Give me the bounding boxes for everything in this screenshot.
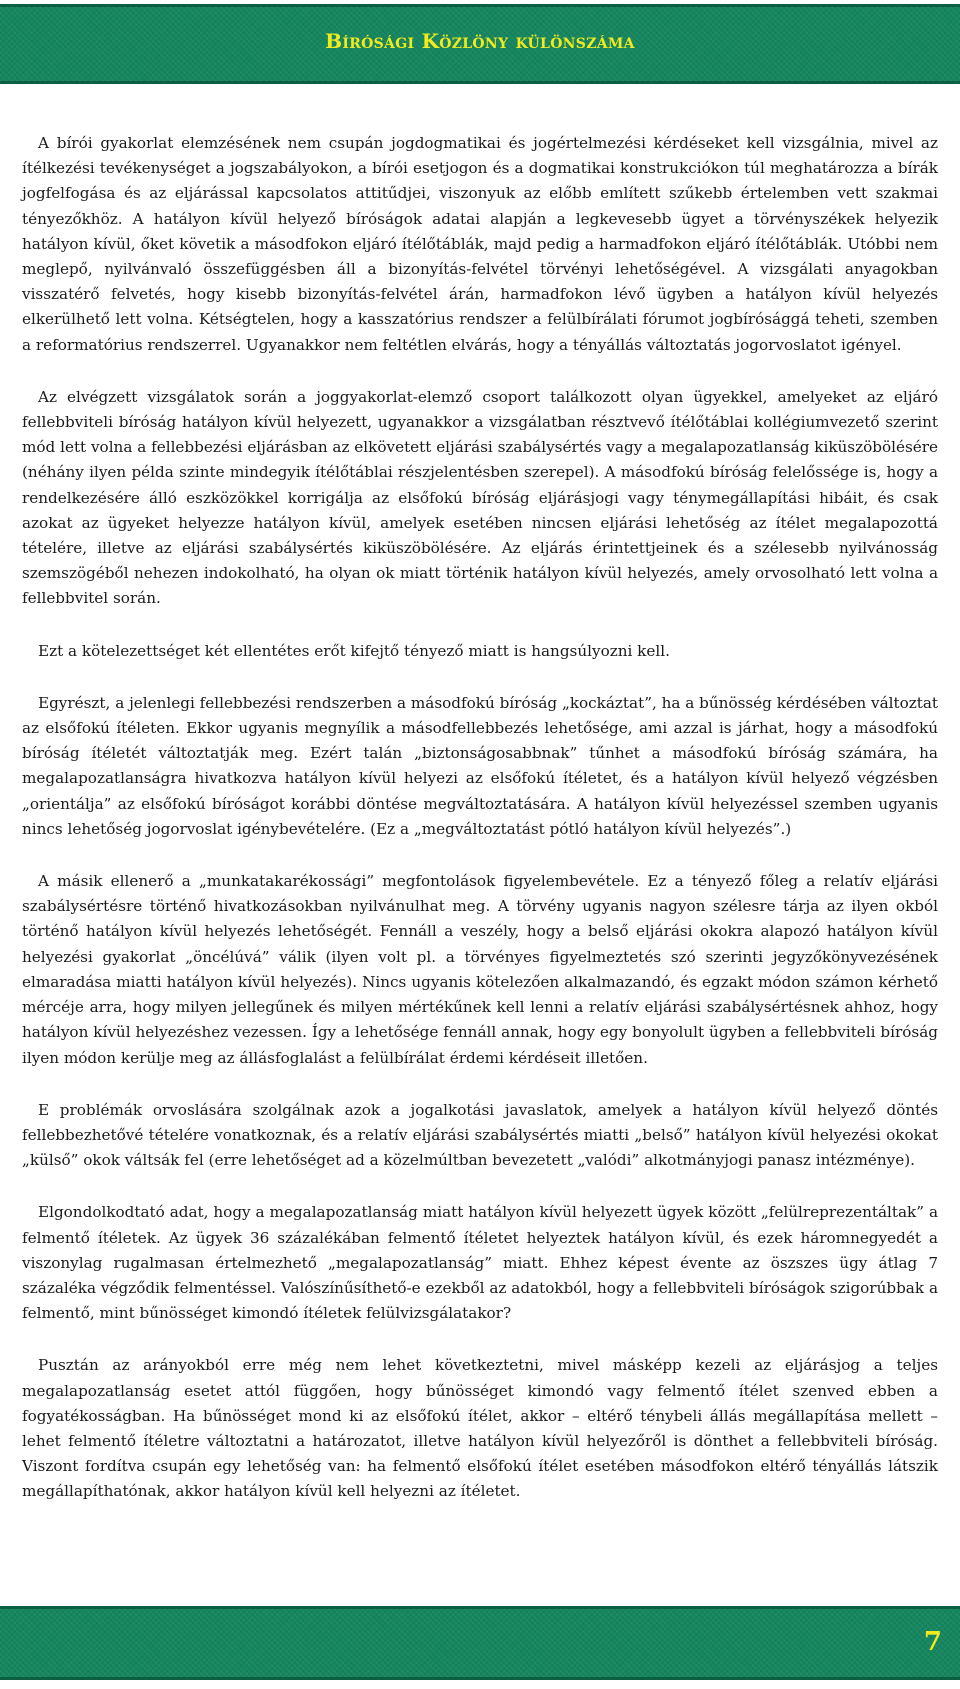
header-band — [0, 4, 960, 84]
paragraph: A másik ellenerő a „munkatakarékossági” megfontolások figyelembevétele. Ez a tényező főleg a relatív eljárási szabálysértésre történő hivatkozásokban nyilvánulhat meg. A törvény ugyanis nagyon szélesre tárja az ilyen okból történő hatályon kívül helyezés lehetőségét. Fennáll a veszély, hogy a belső eljárási okokra alapozó hatályon kívül helyezési gyakorlat „öncélúvá” válik (ilyen volt pl. a törvényes figyelmeztetés szó szerinti jegyzőkönyvezésének elmaradása miatti hatályon kívül helyezés). Nincs ugyanis kötelezően alkalmazandó, és egzakt módon számon kérhető mércéje arra, hogy milyen jellegűnek és milyen mértékűnek kell lenni a relatív eljárási szabálysértésnek ahhoz, hogy hatályon kívül helyezéshez vezessen. Így a lehetősége fennáll annak, hogy egy bonyolult ügyben a fellebbviteli bíróság ilyen módon kerülje meg az állásfoglalást a felülbírálat érdemi kérdéseit illetően. — [22, 872, 938, 1067]
paragraph: Egyrészt, a jelenlegi fellebbezési rendszerben a másodfokú bíróság „kockáztat”, ha a bűnösség kérdésében változtat az elsőfokú ítéleten. Ekkor ugyanis megnyílik a másodfellebbezés lehetősége, ami azzal is járhat, hogy a másodfokú bíróság ítéletét változtatják meg. Ezért talán „biztonságosabbnak” tűnhet a másodfokú bíróság számára, ha megalapozatlanságra hivatkozva hatályon kívül helyezi az elsőfokú ítéletet, és a hatályon kívül helyező végzésben „orientálja” az elsőfokú bíróságot korábbi döntése megváltoztatására. A hatályon kívül helyezéssel szemben ugyanis nincs lehetőség jogorvoslat igénybevételére. (Ez a „megváltoztatást pótló hatályon kívül helyezés”.) — [22, 693, 938, 838]
article-body — [22, 131, 938, 1532]
paragraph: Elgondolkodtató adat, hogy a megalapozatlanság miatt hatályon kívül helyezett ügyek között „felülreprezentáltak” a felmentő ítéletek. Az ügyek 36 százalékában felmentő ítéletet helyeztek hatályon kívül, és ezek háromnegyedét a viszonylag rugalmasan értelmezhető „megalapozatlanság” miatt. Ehhez képest évente az öszszes ügy átlag 7 százaléka végződik felmentéssel. Valószínűsíthető-e ezekből az adatokból, hogy a fellebbviteli bíróságok szigorúbbak a felmentő, mint bűnösséget kimondó ítéletek felülvizsgálatakor? — [22, 1203, 938, 1323]
page-header-title: Bírósági Közlöny különszáma — [325, 29, 635, 53]
paragraph: Ezt a kötelezettséget két ellentétes erőt kifejtő tényező miatt is hangsúlyozni kell. — [38, 641, 670, 660]
paragraph: E problémák orvoslására szolgálnak azok a jogalkotási javaslatok, amelyek a hatályon kívül helyező döntés fellebbezhetővé tételére vonatkoznak, és a relatív eljárási szabálysértés miatti „belső” hatályon kívül helyezési okokat „külső” okok váltsák fel (erre lehetőséget ad a közelmúltban bevezetett „valódi” alkotmányjogi panasz intézménye). — [22, 1100, 938, 1170]
paragraph: Pusztán az arányokból erre még nem lehet következtetni, mivel másképp kezeli az eljárásjog a teljes megalapozatlanság esetet attól függően, hogy bűnösséget kimondó vagy felmentő ítélet szenved ebben a fogyatékosságban. Ha bűnösséget mond ki az elsőfokú ítélet, akkor – eltérő ténybeli állás megállapítása mellett – lehet felmentő ítéletre változtatni a határozatot, illetve hatályon kívül helyezőről is dönthet a fellebbviteli bíróság. Viszont fordítva csupán egy lehetőség van: ha felmentő elsőfokú ítélet esetében másodfokon eltérő tényállás látszik megállapíthatónak, akkor hatályon kívül kell helyezni az ítéletet. — [22, 1356, 938, 1501]
paragraph: Az elvégzett vizsgálatok során a joggyakorlat-elemző csoport találkozott olyan ügyekkel, amelyeket az eljáró fellebbviteli bíróság hatályon kívül helyezett, ugyanakkor a vizsgálatban résztvevő ítélőtáblai kollégiumvezető szerint mód lett volna a fellebbezési eljárásban az elkövetett eljárási szabálysértés vagy a megalapozatlanság kiküszöbölésére (néhány ilyen példa szinte mindegyik ítélőtáblai részjelentésben szerepel). A másodfokú bíróság felelőssége is, hogy a rendelkezésére álló eszközökkel korrigálja az elsőfokú bíróság eljárásjogi vagy ténymegállapítási hibáit, és csak azokat az ügyeket helyezze hatályon kívül, amelyek esetében nincsen eljárási lehetőség az ítélet megalapozottá tételére, illetve az eljárási szabálysértés kiküszöbölésére. Az eljárás érintettjeinek és a szélesebb nyilvánosság szemszögéből nehezen indokolható, ha olyan ok miatt történik hatályon kívül helyezés, amely orvosolható lett volna a fellebbvitel során. — [22, 387, 938, 608]
footer-band — [0, 1606, 960, 1680]
paragraph: A bírói gyakorlat elemzésének nem csupán jogdogmatikai és jogértelmezési kérdéseket kell vizsgálnia, mivel az ítélkezési tevékenységet a jogszabályokon, a bírói esetjogon és a dogmatikai konstrukciókon túl meghatározza a bírák jogfelfogása és az eljárással kapcsolatos attitűdjei, viszonyuk az előbb említett szűkebb értelemben vett szakmai tényezőkhöz. A hatályon kívül helyező bíróságok adatai alapján a legkevesebb ügyet a törvényszékek helyezik hatályon kívül, őket követik a másodfokon eljáró ítélőtáblák, majd pedig a harmadfokon eljáró ítélőtáblák. Utóbbi nem meglepő, nyilvánvaló összefüggésben áll a bizonyítás-felvétel törvényi lehetőségével. A vizsgálati anyagokban visszatérő felvetés, hogy kisebb bizonyítás-felvétel árán, harmadfokon lévő ügyben a hatályon kívül helyezés elkerülhető lett volna. Kétségtelen, hogy a kasszatórius rendszer a felülbírálati fórumot jogbírósággá teheti, szemben a reformatórius rendszerrel. Ugyanakkor nem feltétlen elvárás, hogy a tényállás változtatás jogorvoslatot igényel. — [22, 134, 938, 354]
page-number: 7 — [923, 1627, 942, 1657]
